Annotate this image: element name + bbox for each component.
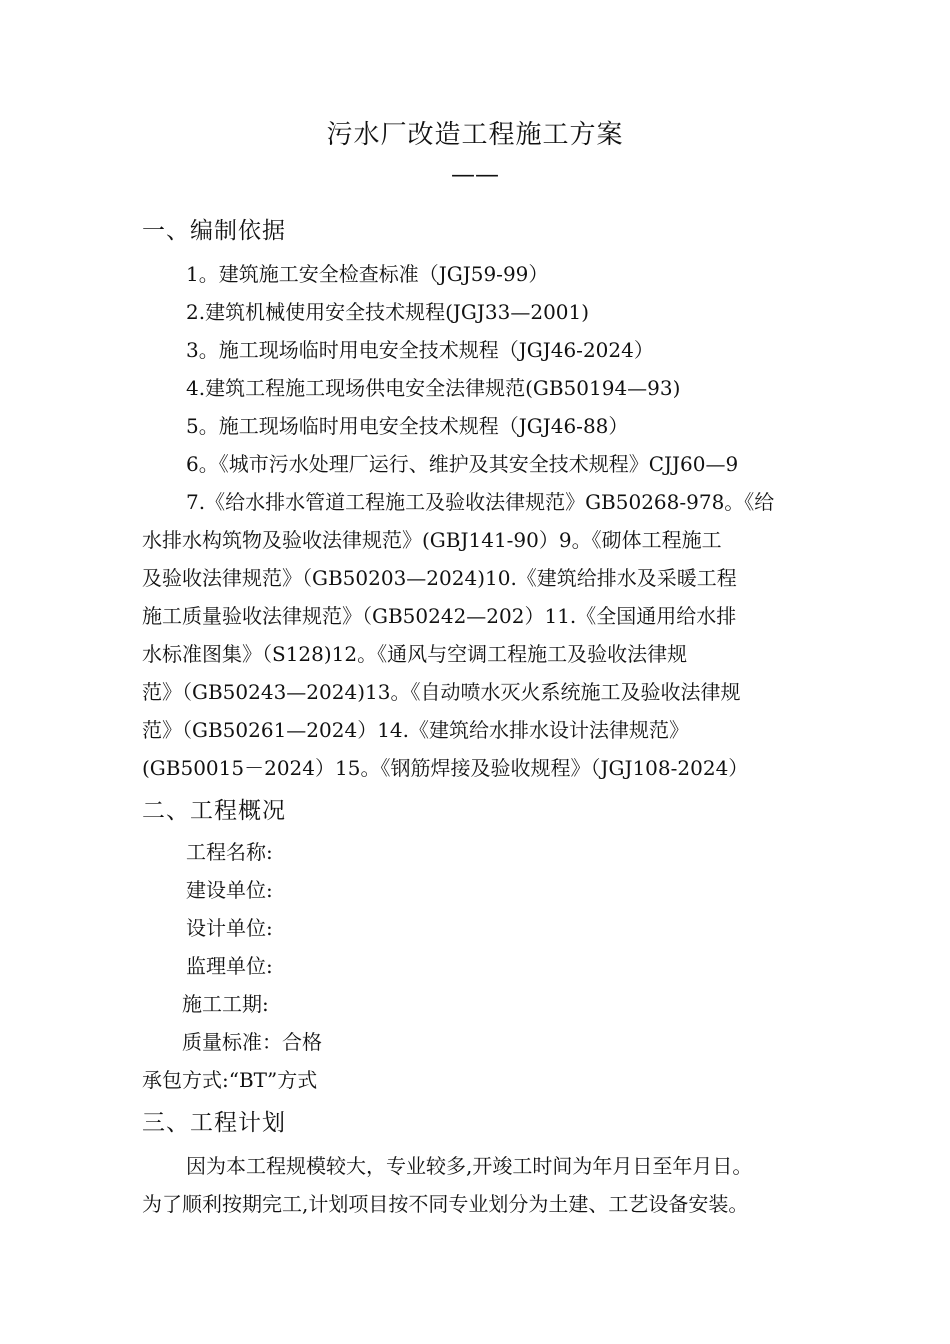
reference-item: 1。建筑施工安全检查标准（JGJ59-99） <box>186 262 549 286</box>
reference-paragraph-line: 范》（GB50261—2024）14.《建筑给水排水设计法律规范》 <box>142 718 690 742</box>
reference-item: 4.建筑工程施工现场供电安全法律规范(GB50194—93) <box>186 376 681 400</box>
reference-paragraph-line: 水标准图集》（S128)12。《通风与空调工程施工及验收法律规 <box>142 642 688 666</box>
project-field-designer: 设计单位: <box>186 916 273 940</box>
project-field-duration: 施工工期: <box>182 992 269 1016</box>
reference-paragraph-line: 范》（GB50243—2024)13。《自动喷水灭火系统施工及验收法律规 <box>142 680 741 704</box>
section-heading-overview: 二、工程概况 <box>142 798 286 824</box>
reference-paragraph-line: 7.《给水排水管道工程施工及验收法律规范》GB50268-978。《给 <box>186 490 775 514</box>
project-field-supervisor: 监理单位: <box>186 954 273 978</box>
project-field-builder: 建设单位: <box>186 878 273 902</box>
plan-body-line: 因为本工程规模较大，专业较多,开竣工时间为年月日至年月日。 <box>186 1154 753 1178</box>
reference-item: 6。《城市污水处理厂运行、维护及其安全技术规程》CJJ60—9 <box>186 452 739 476</box>
contract-mode: 承包方式:“BT”方式 <box>142 1068 318 1092</box>
section-heading-basis: 一、编制依据 <box>142 218 286 244</box>
reference-item: 5。施工现场临时用电安全技术规程（JGJ46-88） <box>186 414 629 438</box>
plan-body-line: 为了顺利按期完工,计划项目按不同专业划分为土建、工艺设备安装。 <box>142 1192 749 1216</box>
document-subtitle: —— <box>451 160 499 188</box>
section-heading-plan: 三、工程计划 <box>142 1110 286 1136</box>
reference-item: 2.建筑机械使用安全技术规程(JGJ33—2001) <box>186 300 590 324</box>
reference-paragraph-line: (GB50015－2024）15。《钢筋焊接及验收规程》（JGJ108-2024） <box>142 756 749 780</box>
reference-paragraph-line: 施工质量验收法律规范》（GB50242—202）11.《全国通用给水排 <box>142 604 737 628</box>
reference-paragraph-line: 及验收法律规范》（GB50203—2024)10.《建筑给排水及采暖工程 <box>142 566 737 590</box>
reference-item: 3。施工现场临时用电安全技术规程（JGJ46-2024） <box>186 338 654 362</box>
reference-paragraph-line: 水排水构筑物及验收法律规范》(GBJ141-90）9。《砌体工程施工 <box>142 528 722 552</box>
project-field-name: 工程名称: <box>186 840 273 864</box>
document-title: 污水厂改造工程施工方案 <box>326 120 624 150</box>
project-field-quality: 质量标准：合格 <box>182 1030 322 1054</box>
